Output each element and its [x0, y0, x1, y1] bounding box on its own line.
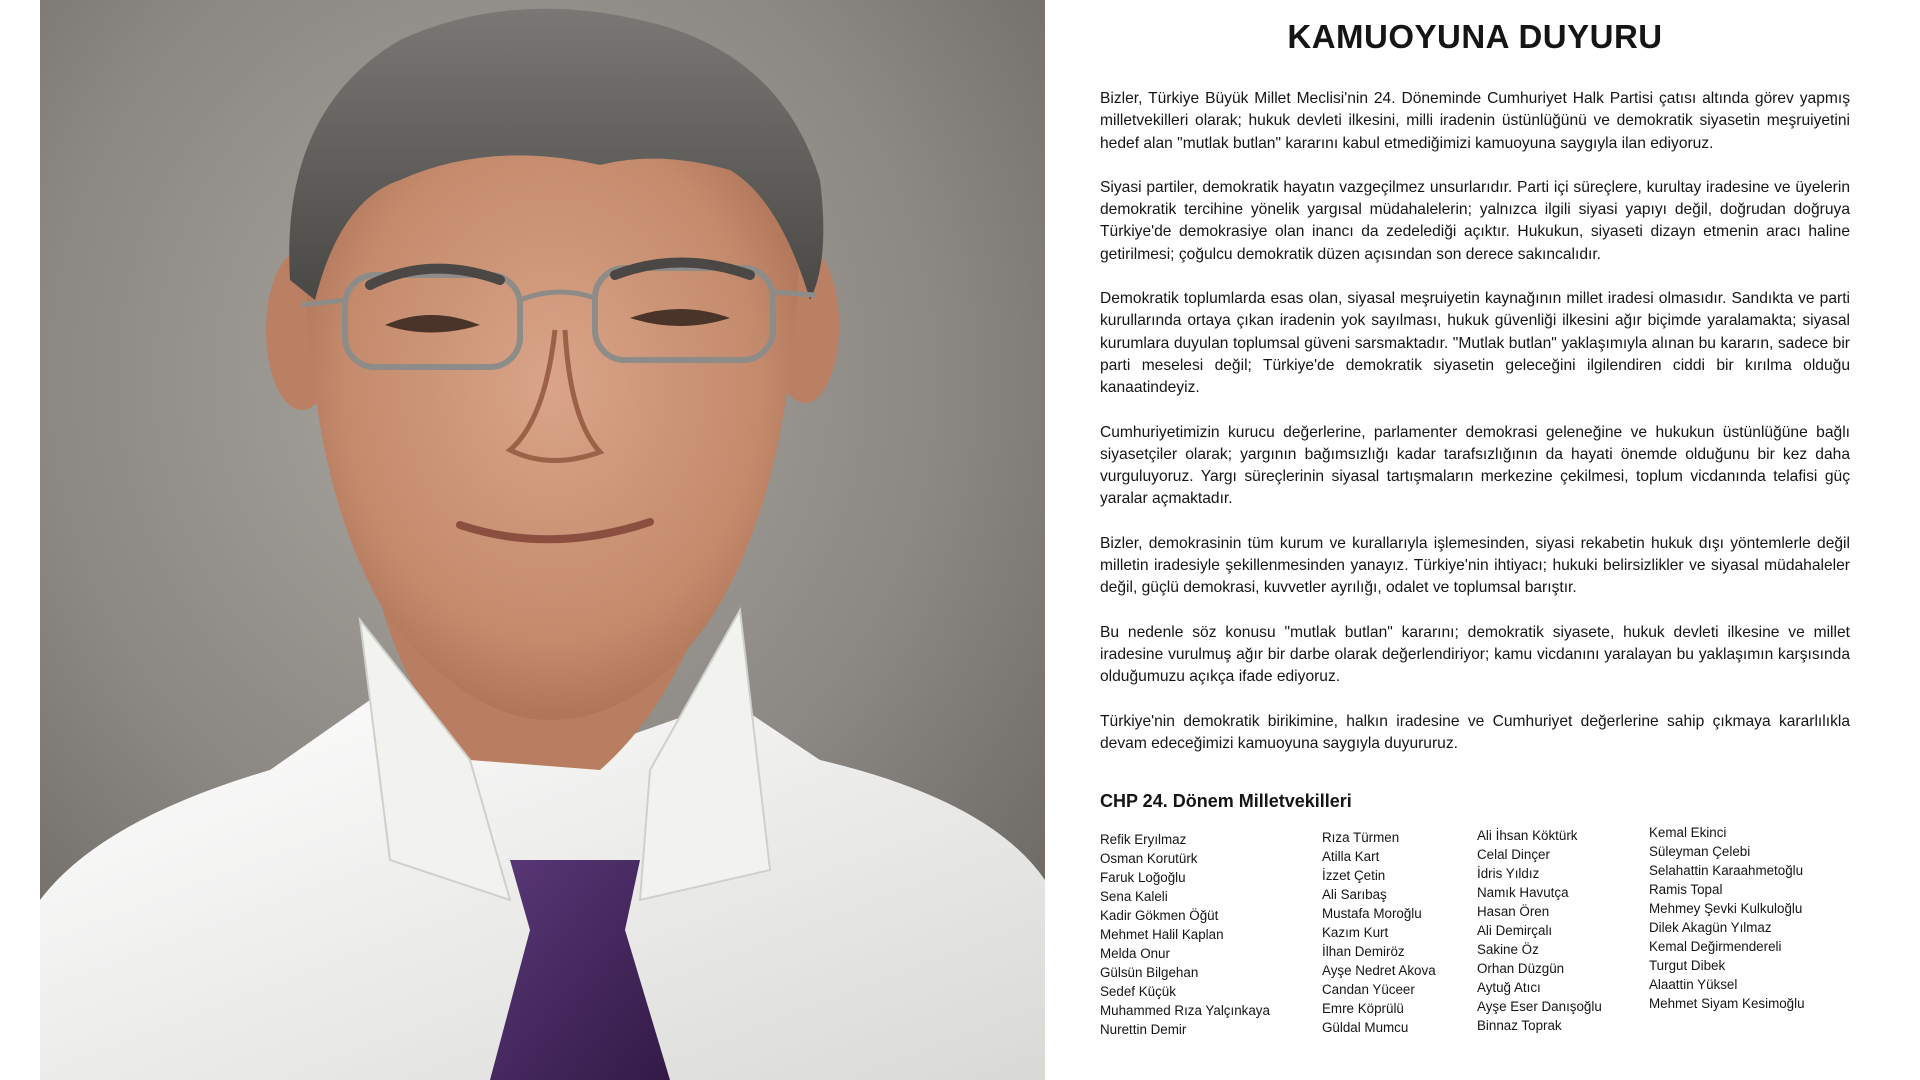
signatories-column [1649, 823, 1849, 1039]
document-title: KAMUOYUNA DUYURU [1287, 18, 1663, 55]
signatory-name: Alaattin Yüksel [1649, 977, 1738, 993]
signatory-name: Sakine Öz [1477, 942, 1539, 958]
signatory-name: Selahattin Karaahmetoğlu [1649, 863, 1804, 879]
signatory-name: Faruk Loğoğlu [1100, 870, 1186, 886]
signatory-name: Namık Havutça [1477, 885, 1569, 901]
announcement-body [1100, 88, 1850, 755]
signatory-name: Güldal Mumcu [1322, 1020, 1409, 1036]
signatory-name: İlhan Demiröz [1322, 944, 1405, 960]
signatory-name: Melda Onur [1100, 946, 1170, 962]
paragraph: Bizler, Türkiye Büyük Millet Meclisi'nin 24. Döneminde Cumhuriyet Halk Partisi çatısı altında görev yapmış milletvekilleri olarak; hukuk devleti ilkesini, milli iradenin üstünlüğünü ve demokratik siyasetin meşruiyetini hedef alan "mutlak butlan" kararını kabul etmediğimizi kamuoyuna saygıyla ilan ediyoruz. [1100, 90, 1850, 152]
signatory-name: Muhammed Rıza Yalçınkaya [1100, 1003, 1270, 1019]
signatory-name: Ali İhsan Köktürk [1477, 828, 1578, 844]
signatory-name: Ayşe Nedret Akova [1322, 963, 1436, 979]
portrait-photo [40, 0, 1045, 1080]
signatories-heading: CHP 24. Dönem Milletvekilleri [1100, 791, 1352, 812]
signatory-name: Ayşe Eser Danışoğlu [1477, 999, 1602, 1015]
signatory-name: Orhan Düzgün [1477, 961, 1565, 977]
signatory-name: Candan Yüceer [1322, 982, 1415, 998]
signatory-name: Gülsün Bilgehan [1100, 965, 1199, 981]
signatory-name: Süleyman Çelebi [1649, 844, 1751, 860]
paragraph: Siyasi partiler, demokratik hayatın vazgeçilmez unsurlarıdır. Parti içi süreçlere, kurultay iradesine ve üyelerin demokratik tercihine yönelik yargısal müdahalelerin; yalnızca ilgili siyasi yapıyı değil, doğrudan doğruya Türkiye'de demokrasiye olan inancı da zedelediği açıktır. Hukukun, siyaseti dizayn etmenin aracı haline getirilmesi; çoğulcu demokratik düzen açısından son derece sakıncalıdır. [1100, 178, 1850, 263]
signatories-list [1100, 826, 1850, 1039]
signatories-column [1477, 826, 1649, 1039]
signatory-name: Binnaz Toprak [1477, 1018, 1562, 1034]
paragraph: Bu nedenle söz konusu "mutlak butlan" kararını; demokratik siyasete, hukuk devleti ilkesine ve millet iradesine vurulmuş ağır bir darbe olarak değerlendiriyor; kamu vicdanını yaralayan bu yaklaşımın karşısında olduğumuzu açıkça ifade ediyoruz. [1100, 623, 1850, 686]
signatory-name: Kazım Kurt [1322, 925, 1389, 941]
signatory-name: Refik Eryılmaz [1100, 832, 1187, 848]
signatories-column [1100, 830, 1322, 1039]
signatory-name: İdris Yıldız [1477, 866, 1540, 882]
signatories-column [1322, 828, 1477, 1039]
signatory-name: Kadir Gökmen Öğüt [1100, 908, 1219, 924]
paragraph: Bizler, demokrasinin tüm kurum ve kurallarıyla işlemesinden, siyasi rekabetin hukuk dışı yöntemlerle değil milletin iradesiyle şekillenmesinden yanayız. Türkiye'nin ihtiyacı; hukuki belirsizlikler ve siyasal müdahaleler değil, güçlü demokrasi, kuvvetler ayrılığı, odalet ve toplumsal barıştır. [1100, 534, 1850, 597]
paragraph: Türkiye'nin demokratik birikimine, halkın iradesine ve Cumhuriyet değerlerine sahip çıkmaya kararlılıkla devam edeceğimizi kamuoyuna saygıyla duyururuz. [1100, 712, 1850, 752]
announcement-document [1100, 0, 1850, 1080]
signatory-name: Mehmey Şevki Kulkuloğlu [1649, 901, 1803, 917]
signatory-name: Rıza Türmen [1322, 830, 1400, 846]
paragraph: Demokratik toplumlarda esas olan, siyasal meşruiyetin kaynağının millet iradesi olmasıdır. Sandıkta ve parti kurullarında ortaya çıkan iradenin yok sayılması, hukuk güvenliği ilkesini ağır biçimde yaralamakta; siyasal kurumlara duyulan toplumsal güveni sarsmaktadır. "Mutlak butlan" yaklaşımıyla alınan bu kararın, sadece bir parti meselesi değil; Türkiye'de demokratik siyasetin geleceğini ilgilendiren ciddi bir kırılma olduğu kanaatindeyiz. [1100, 290, 1850, 397]
signatory-name: Ali Demirçalı [1477, 923, 1553, 939]
signatory-name: Mehmet Halil Kaplan [1100, 927, 1224, 943]
signatory-name: Aytuğ Atıcı [1477, 980, 1541, 996]
signatory-name: Dilek Akagün Yılmaz [1649, 920, 1772, 936]
signatory-name: Kemal Değirmendereli [1649, 939, 1782, 955]
signatory-name: Emre Köprülü [1322, 1001, 1404, 1017]
signatory-name: Mehmet Siyam Kesimoğlu [1649, 996, 1805, 1012]
signatory-name: İzzet Çetin [1322, 868, 1386, 884]
signatory-name: Celal Dinçer [1477, 847, 1550, 863]
signatory-name: Hasan Ören [1477, 904, 1550, 920]
signatory-name: Turgut Dibek [1649, 958, 1726, 974]
signatory-name: Sena Kaleli [1100, 889, 1168, 905]
signatory-name: Osman Korutürk [1100, 851, 1198, 867]
portrait-illustration [40, 0, 1045, 1080]
signatory-name: Kemal Ekinci [1649, 825, 1727, 841]
signatory-name: Mustafa Moroğlu [1322, 906, 1422, 922]
signatory-name: Ali Sarıbaş [1322, 887, 1387, 903]
signatory-name: Nurettin Demir [1100, 1022, 1187, 1038]
signatory-name: Atilla Kart [1322, 849, 1380, 865]
signatory-name: Ramis Topal [1649, 882, 1723, 898]
signatory-name: Sedef Küçük [1100, 984, 1176, 1000]
paragraph: Cumhuriyetimizin kurucu değerlerine, parlamenter demokrasi geleneğine ve hukukun üstünlüğüne bağlı siyasetçiler olarak; yargının bağımsızlığı kadar tarafsızlığının da hayati önemde olduğunu bir kez daha vurguluyoruz. Yargı süreçlerinin siyasal tartışmaların merkezine çekilmesi, toplum vicdanında telafisi güç yaralar açmaktadır. [1100, 423, 1850, 508]
